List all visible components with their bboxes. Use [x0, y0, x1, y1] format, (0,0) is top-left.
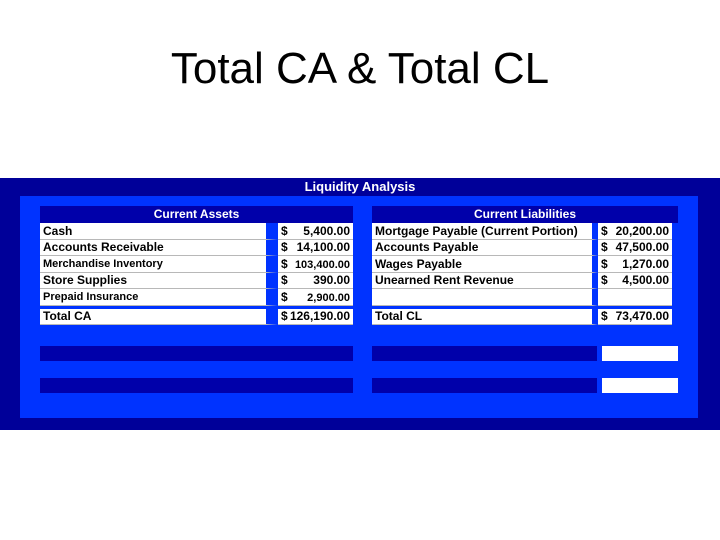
- currency-symbol: $: [281, 223, 288, 238]
- asset-amount-prepaid-insurance: [278, 289, 353, 306]
- liability-amount-mortgage-payable: [598, 223, 672, 240]
- liability-amount-accounts-payable: [598, 240, 672, 257]
- asset-amount-cash: [278, 223, 353, 240]
- currency-symbol: $: [281, 240, 288, 255]
- currency-symbol: $: [281, 256, 288, 271]
- asset-label-store-supplies: Store Supplies: [40, 273, 278, 290]
- asset-label-prepaid-insurance: Prepaid Insurance: [40, 289, 278, 306]
- total-cl-amount: [598, 306, 672, 326]
- liability-label-unearned-rent-revenue: Unearned Rent Revenue: [372, 273, 598, 290]
- liability-amount-wages-payable: [598, 256, 672, 273]
- blank-row-right-1: [372, 346, 597, 361]
- liability-amount-empty: [598, 289, 672, 306]
- table-row: [40, 289, 353, 306]
- liability-label-empty: [372, 289, 598, 306]
- amount-value: 5,400.00: [303, 223, 350, 238]
- table-row: [372, 256, 672, 273]
- liability-label-accounts-payable: Accounts Payable: [372, 240, 598, 257]
- amount-value: 4,500.00: [622, 273, 669, 288]
- currency-symbol: $: [281, 273, 288, 288]
- asset-amount-merchandise-inventory: [278, 256, 353, 273]
- currency-symbol: $: [601, 309, 608, 324]
- current-liabilities-table: [372, 206, 678, 325]
- blank-row-right-2: [372, 378, 597, 393]
- currency-symbol: $: [601, 273, 608, 288]
- amount-value: 1,270.00: [622, 256, 669, 271]
- current-assets-table: [40, 206, 353, 325]
- asset-label-merchandise-inventory: Merchandise Inventory: [40, 256, 278, 273]
- amount-value: 103,400.00: [294, 258, 350, 271]
- amount-value: 73,470.00: [615, 309, 669, 324]
- currency-symbol: $: [281, 289, 288, 304]
- panel-title: Liquidity Analysis: [304, 179, 416, 194]
- panel-body: [20, 196, 698, 418]
- table-row: [372, 223, 672, 240]
- blank-value-cell-2: [602, 378, 678, 393]
- currency-symbol: $: [281, 309, 288, 324]
- amount-value: 2,900.00: [307, 291, 350, 304]
- currency-symbol: $: [601, 256, 608, 271]
- table-row: [40, 223, 353, 240]
- table-row: [40, 273, 353, 290]
- total-ca-amount: [278, 306, 353, 326]
- blank-row-left-1: [40, 346, 353, 361]
- liability-label-wages-payable: Wages Payable: [372, 256, 598, 273]
- table-row: [372, 240, 672, 257]
- table-row: [40, 240, 353, 257]
- table-row: [372, 289, 672, 306]
- total-cl-label: Total CL: [372, 306, 598, 326]
- table-row: [372, 273, 672, 290]
- amount-value: 390.00: [313, 273, 350, 288]
- current-liabilities-header: Current Liabilities: [372, 206, 678, 223]
- asset-label-accounts-receivable: Accounts Receivable: [40, 240, 278, 257]
- amount-value: 20,200.00: [615, 223, 669, 238]
- blank-value-cell-1: [602, 346, 678, 361]
- total-row: [40, 306, 353, 326]
- asset-label-cash: Cash: [40, 223, 278, 240]
- currency-symbol: $: [601, 223, 608, 238]
- asset-amount-accounts-receivable: [278, 240, 353, 257]
- current-assets-header: Current Assets: [40, 206, 353, 223]
- asset-amount-store-supplies: [278, 273, 353, 290]
- total-row: [372, 306, 672, 326]
- slide-title: Total CA & Total CL: [170, 44, 550, 93]
- liability-label-mortgage-payable: Mortgage Payable (Current Portion): [372, 223, 598, 240]
- liquidity-analysis-panel: [0, 178, 720, 430]
- table-row: [40, 256, 353, 273]
- amount-value: 126,190.00: [289, 309, 350, 324]
- amount-value: 47,500.00: [615, 240, 669, 255]
- total-ca-label: Total CA: [40, 306, 278, 326]
- liability-amount-unearned-rent-revenue: [598, 273, 672, 290]
- currency-symbol: $: [601, 240, 608, 255]
- blank-row-left-2: [40, 378, 353, 393]
- amount-value: 14,100.00: [296, 240, 350, 255]
